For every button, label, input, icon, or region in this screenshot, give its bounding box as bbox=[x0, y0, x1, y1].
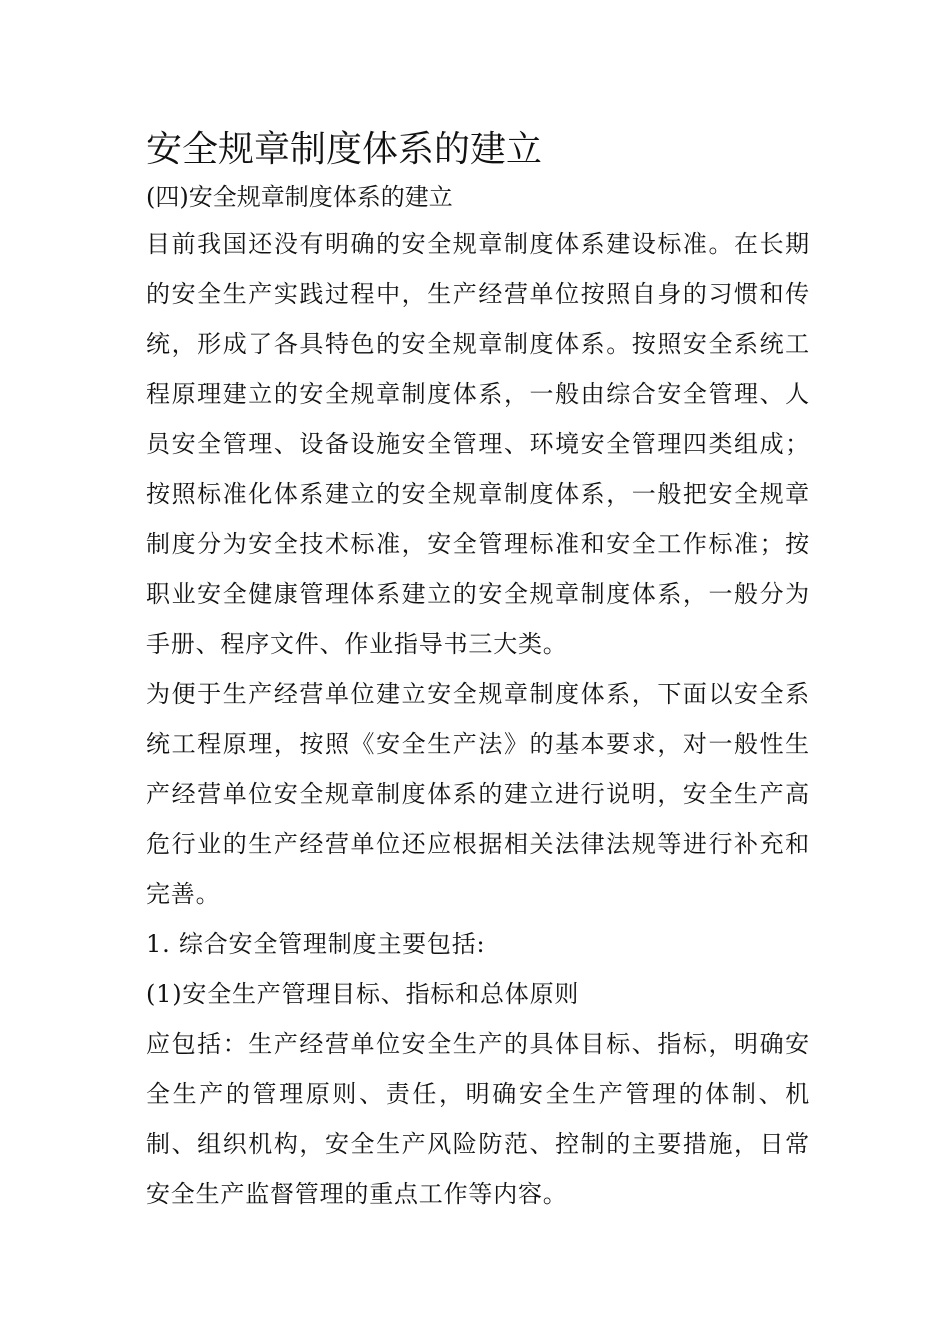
document-content bbox=[146, 122, 810, 1219]
section-heading: 1. 综合安全管理制度主要包括: bbox=[146, 930, 486, 958]
document-subtitle: (四)安全规章制度体系的建立 bbox=[146, 183, 453, 211]
paragraph-purpose: 为便于生产经营单位建立安全规章制度体系，下面以安全系统工程原理，按照《安全生产法》的基本要求，对一般性生产经营单位安全规章制度体系的建立进行说明，安全生产高危行业的生产经营单位还应根据相关法律法规等进行补充和完善。 bbox=[146, 680, 810, 908]
subsection-heading: (1)安全生产管理目标、指标和总体原则 bbox=[146, 980, 580, 1008]
paragraph-intro: 目前我国还没有明确的安全规章制度体系建设标准。在长期的安全生产实践过程中，生产经营单位按照自身的习惯和传统，形成了各具特色的安全规章制度体系。按照安全系统工程原理建立的安全规章制度体系，一般由综合安全管理、人员安全管理、设备设施安全管理、环境安全管理四类组成；按照标准化体系建立的安全规章制度体系，一般把安全规章制度分为安全技术标准，安全管理标准和安全工作标准；按职业安全健康管理体系建立的安全规章制度体系，一般分为手册、程序文件、作业指导书三大类。 bbox=[146, 230, 810, 658]
subsection-body: 应包括：生产经营单位安全生产的具体目标、指标，明确安全生产的管理原则、责任，明确安全生产管理的体制、机制、组织机构，安全生产风险防范、控制的主要措施，日常安全生产监督管理的重点工作等内容。 bbox=[146, 1030, 810, 1208]
document-title: 安全规章制度体系的建立 bbox=[146, 129, 543, 170]
